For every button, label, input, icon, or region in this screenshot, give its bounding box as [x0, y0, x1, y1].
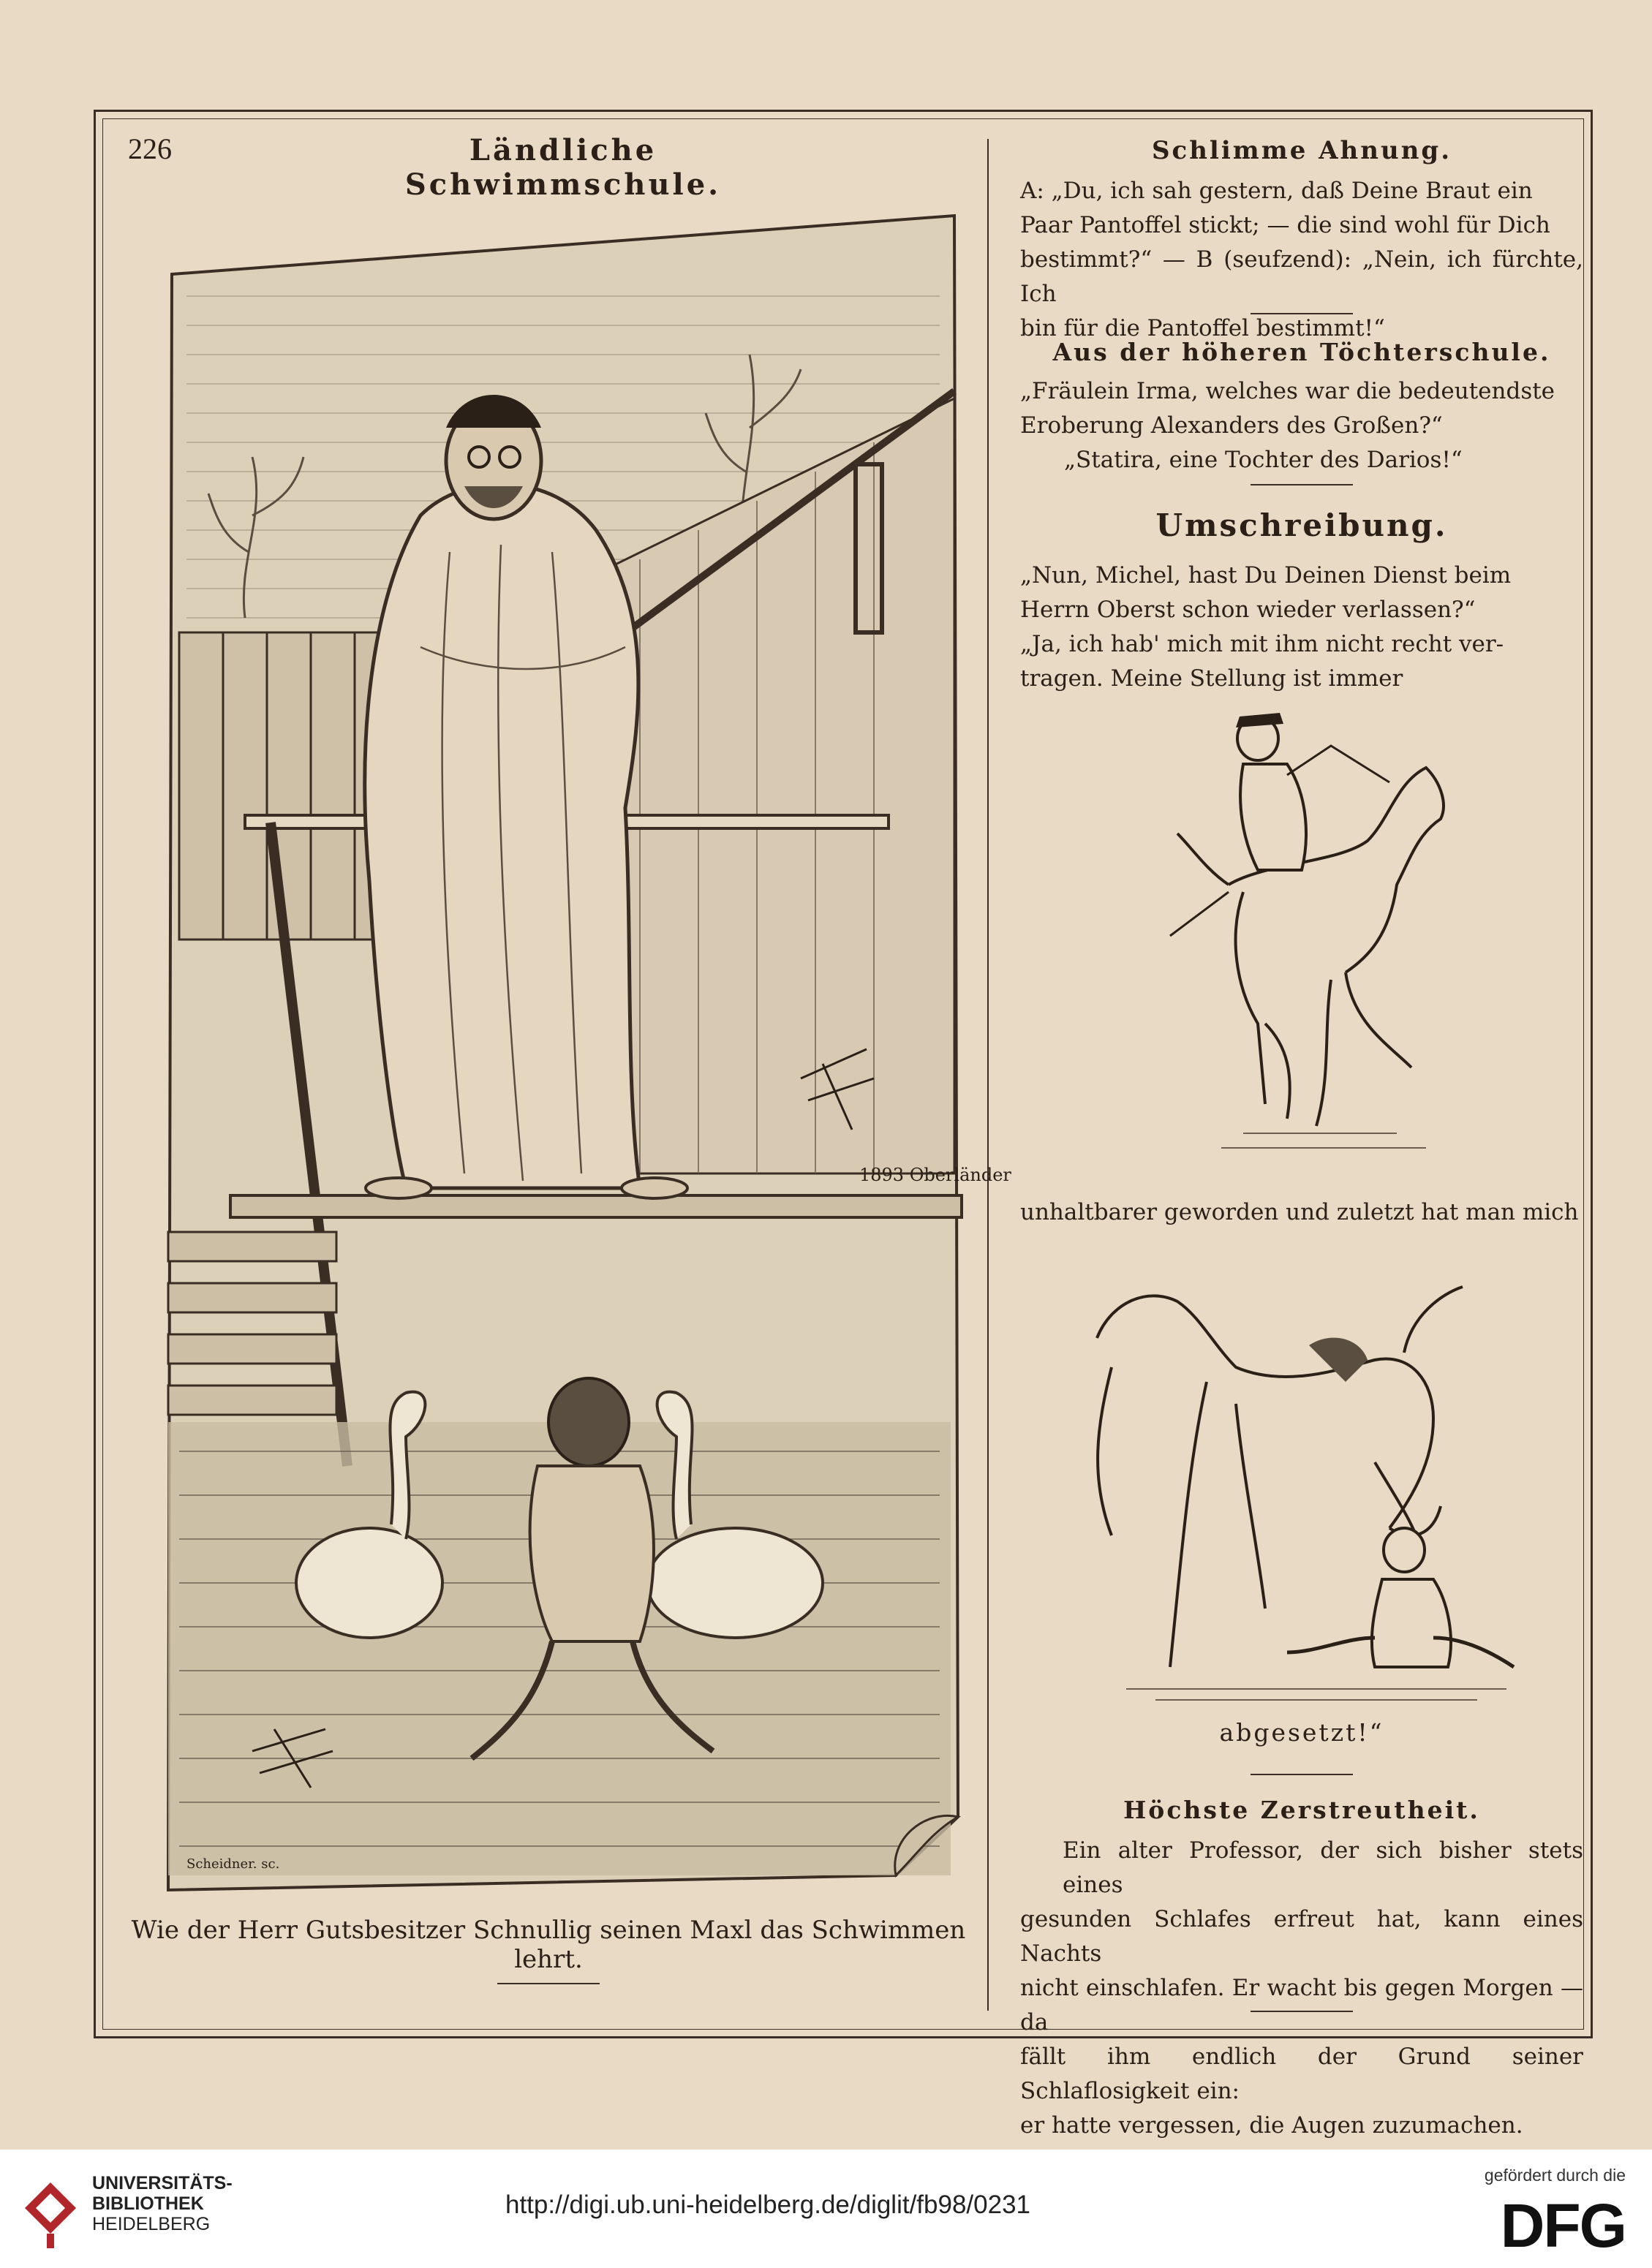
caption-rule: [497, 1983, 600, 1984]
text-line: „Statira, eine Tochter des Darios!“: [1064, 447, 1463, 473]
text-line: „Nun, Michel, hast Du Deinen Dienst beim: [1020, 562, 1512, 589]
umschreibung-continuation-2: abgesetzt!“: [1219, 1718, 1384, 1747]
umschreibung-continuation-1: unhaltbarer geworden und zuletzt hat man mich: [1020, 1199, 1579, 1225]
section-title-toechterschule: Aus der höheren Töchterschule.: [1052, 338, 1551, 366]
text-line: „Fräulein Irma, welches war die bedeutendste: [1020, 378, 1555, 404]
thrown-rider-drawing: [1068, 1258, 1536, 1711]
text-line: fällt ihm endlich der Grund seiner Schlaflosigkeit ein:: [1020, 2044, 1583, 2104]
permalink-url[interactable]: http://digi.ub.uni-heidelberg.de/diglit/fb98/0231: [505, 2190, 1031, 2219]
section-title-schlimme-ahnung: Schlimme Ahnung.: [1151, 136, 1452, 165]
illustration-caption: Wie der Herr Gutsbesitzer Schnullig seinen Maxl das Schwimmen lehrt.: [131, 1916, 966, 1974]
library-line-2: BIBLIOTHEK: [92, 2193, 204, 2214]
digitization-footer: [0, 2150, 1652, 2268]
text-line: bin für die Pantoffel bestimmt!“: [1020, 315, 1385, 341]
library-line-1: UNIVERSITÄTS-: [92, 2173, 233, 2193]
text-line: er hatte vergessen, die Augen zuzumachen.: [1020, 2112, 1523, 2139]
artist-signature: 1893 Oberländer: [859, 1165, 1011, 1185]
section-title-zerstreutheit: Höchste Zerstreutheit.: [1123, 1796, 1480, 1824]
page-number: 226: [128, 132, 172, 165]
text-line: bestimmt?“ — B (seufzend): „Nein, ich fürchte, Ich: [1020, 246, 1583, 307]
column-divider: [987, 139, 989, 2011]
engraver-signature: Scheidner. sc.: [186, 1856, 280, 1872]
funding-note: gefördert durch die: [1484, 2166, 1626, 2185]
library-line-3: HEIDELBERG: [92, 2214, 211, 2234]
section-text-umschreibung: [1020, 559, 1583, 696]
section-text-toechterschule: [1020, 374, 1583, 477]
text-line: Eroberung Alexanders des Großen?“: [1020, 412, 1443, 439]
text-line: gesunden Schlafes erfreut hat, kann eines Nachts: [1020, 1906, 1583, 1967]
text-line: „Ja, ich hab' mich mit ihm nicht recht ver-: [1020, 631, 1504, 657]
rider-on-horse-drawing: [1148, 695, 1455, 1170]
section-title-umschreibung: Umschreibung.: [1155, 507, 1448, 543]
section-text-schlimme-ahnung: [1020, 174, 1583, 346]
section-rule: [1251, 484, 1353, 485]
university-library-logo-icon: [18, 2164, 83, 2252]
section-rule: [1251, 313, 1353, 314]
text-line: Paar Pantoffel stickt; — die sind wohl für Dich: [1020, 212, 1550, 238]
text-line: nicht einschlafen. Er wacht bis gegen Morgen — da: [1020, 1975, 1583, 2035]
section-rule: [1251, 2011, 1353, 2012]
university-library-name: [92, 2173, 233, 2234]
text-line: A: „Du, ich sah gestern, daß Deine Braut ein: [1020, 178, 1533, 204]
illustration-title: Ländliche Schwimmschule.: [404, 133, 722, 202]
text-line: Herrn Oberst schon wieder verlassen?“: [1020, 597, 1476, 623]
section-text-zerstreutheit: [1020, 1834, 1583, 2143]
section-rule: [1251, 1774, 1353, 1775]
dfg-logo: DFG: [1500, 2191, 1626, 2260]
text-line: tragen. Meine Stellung ist immer: [1020, 665, 1403, 692]
text-line: Ein alter Professor, der sich bisher stets eines: [1063, 1837, 1583, 1898]
swimming-lesson-illustration: [157, 208, 1011, 1890]
